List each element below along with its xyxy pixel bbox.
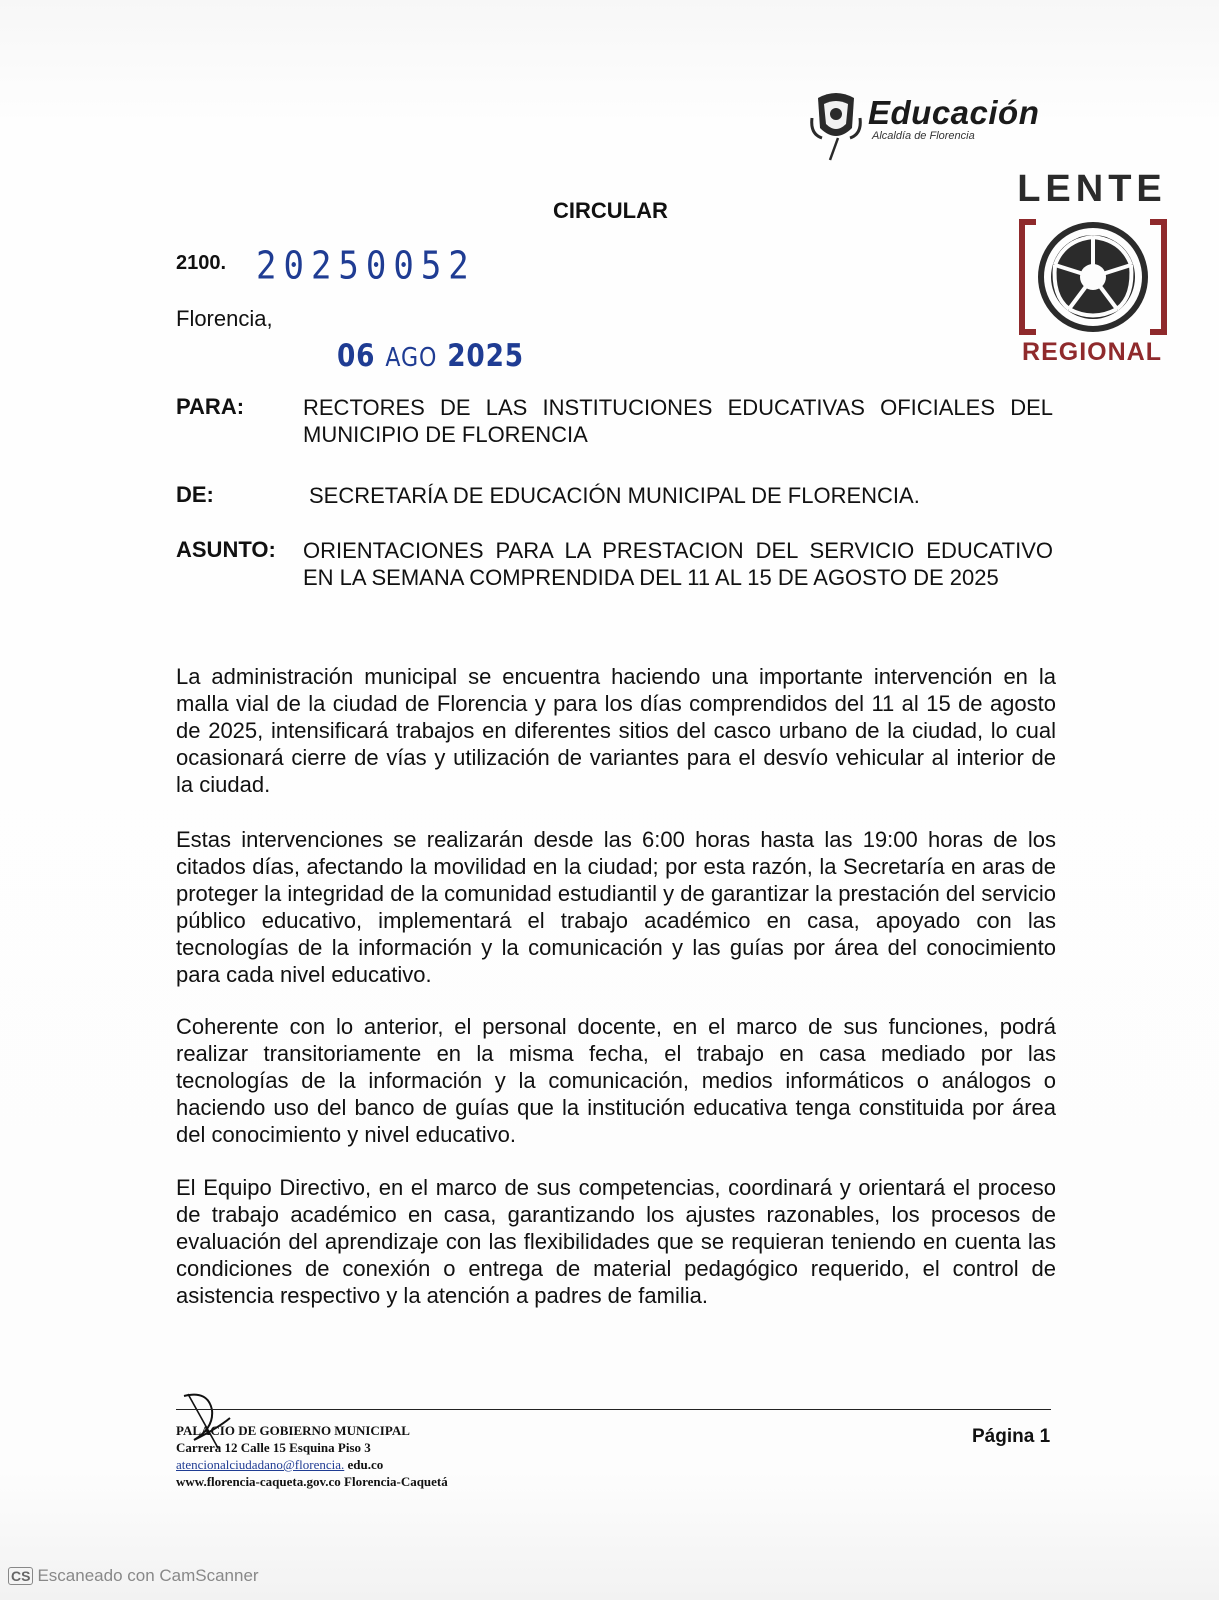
date-year: 2025: [447, 338, 524, 374]
para-label: PARA:: [176, 394, 245, 419]
coat-of-arms-icon: [808, 88, 864, 162]
body-paragraph-2: Estas intervenciones se realizarán desde las 6:00 horas hasta las 19:00 horas de los citados días, afectando la movilidad en la ciudad; por esta razón, la Secretaría en aras de proteger la integridad de la comunidad estudiantil y de garantizar la prestación del servicio público educativo, implementará el trabajo académico en casa, apoyado con las tecnologías de la información y la comunicación y las guías por área del conocimiento para cada nivel educativo.: [176, 827, 1056, 987]
camscanner-watermark: [8, 1566, 259, 1586]
asunto-value: ORIENTACIONES PARA LA PRESTACION DEL SERVICIO EDUCATIVO EN LA SEMANA COMPRENDIDA DEL 11 AL 15 DE AGOSTO DE 2025: [303, 538, 1053, 590]
date-stamp: [337, 338, 524, 374]
body-paragraph-3: Coherente con lo anterior, el personal docente, en el marco de sus funciones, podrá realizar transitoriamente en la misma fecha, el trabajo en casa mediado por las tecnologías de la información y la comunicación, medios informáticos o análogos o haciendo uso del banco de guías que la institución educativa tenga constituida por área del conocimiento y nivel educativo.: [176, 1014, 1056, 1147]
document-title: CIRCULAR: [553, 198, 668, 223]
footer-line-2: Carrera 12 Calle 15 Esquina Piso 3: [176, 1440, 371, 1455]
education-logo: [808, 88, 1068, 168]
camscanner-icon: CS: [8, 1567, 33, 1585]
circular-number-stamp: 20250052: [256, 243, 476, 289]
watermark-bottom-text: REGIONAL: [1022, 338, 1162, 366]
body-paragraph-4: El Equipo Directivo, en el marco de sus competencias, coordinará y orientará el proceso de trabajo académico en casa, garantizando los ajustes razonables, los procesos de evaluación del aprendizaje con las flexibilidades que se requieran teniendo en cuenta las condiciones de conexión o entrega de material pedagógico requerido, el control de asistencia respectivo y la atención a padres de familia.: [176, 1175, 1056, 1308]
de-value: SECRETARÍA DE EDUCACIÓN MUNICIPAL DE FLORENCIA.: [309, 483, 920, 508]
footer-line-1: PALACIO DE GOBIERNO MUNICIPAL: [176, 1423, 410, 1438]
footer-email-row: [176, 1456, 448, 1473]
de-label: DE:: [176, 482, 214, 507]
footer-address: [176, 1422, 448, 1490]
para-value: RECTORES DE LAS INSTITUCIONES EDUCATIVAS OFICIALES DEL MUNICIPIO DE FLORENCIA: [303, 395, 1053, 447]
asunto-label: ASUNTO:: [176, 537, 276, 562]
date-month: AGO: [385, 343, 438, 373]
lente-regional-watermark: [1012, 168, 1182, 368]
footer-email-tail: edu.co: [344, 1457, 384, 1472]
body-paragraph-1: La administración municipal se encuentra haciendo una importante intervención en la malla vial de la ciudad de Florencia y para los días comprendidos del 11 al 15 de agosto de 2025, intensificará trabajos en diferentes sitios del casco urbano de la ciudad, lo cual ocasionará cierre de vías y utilización de variantes para el desvío vehicular al interior de la ciudad.: [176, 664, 1056, 797]
footer-line-4: www.florencia-caqueta.gov.co Florencia-Caquetá: [176, 1474, 448, 1489]
camscanner-text: Escaneado con CamScanner: [37, 1566, 259, 1585]
camera-aperture-icon: [1018, 218, 1168, 336]
page-number: Página 1: [972, 1426, 1051, 1447]
place-label: Florencia,: [176, 306, 273, 331]
brand-subtitle: Alcaldía de Florencia: [872, 130, 975, 142]
footer-divider: [176, 1409, 1051, 1410]
brand-name: Educación: [868, 94, 1040, 131]
watermark-top-text: LENTE: [1017, 168, 1167, 210]
footer-email-link[interactable]: atencionalciudadano@florencia.: [176, 1457, 345, 1472]
date-day: 06: [337, 338, 376, 374]
circular-number-prefix: 2100.: [176, 252, 227, 274]
